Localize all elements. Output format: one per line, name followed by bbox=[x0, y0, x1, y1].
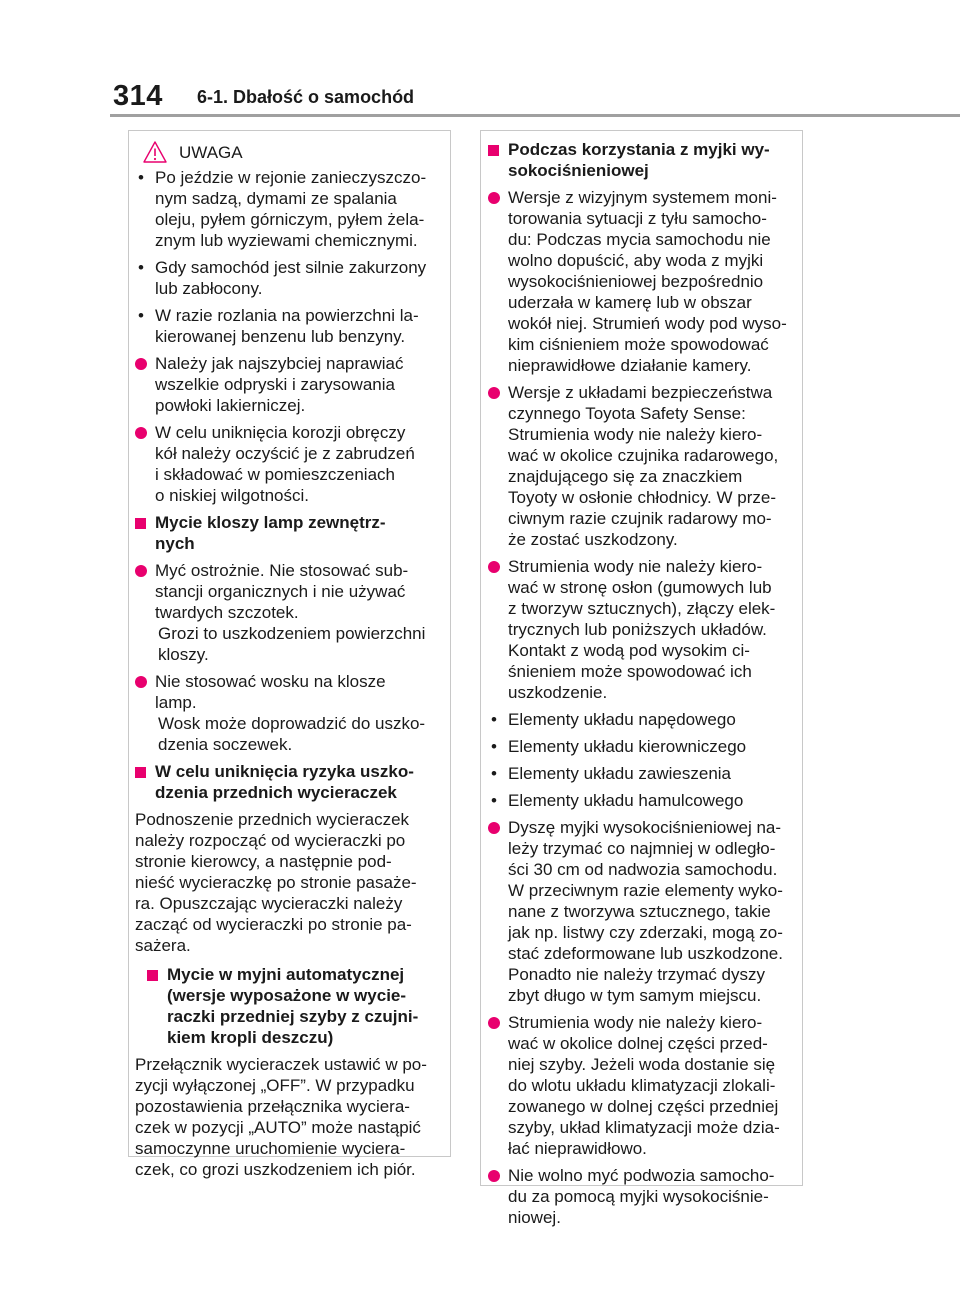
item-continuation: Grozi to uszkodzeniem powierzchni kloszy. bbox=[158, 624, 426, 664]
warning-header bbox=[143, 141, 243, 163]
circle-bullet-icon bbox=[488, 1017, 500, 1029]
item-text: Nie wolno myć podwozia samocho- du za pomocą myjki wysokociśnie- niowej. bbox=[508, 1166, 775, 1227]
bullet-marker: • bbox=[491, 764, 497, 783]
circle-bullet-icon bbox=[488, 822, 500, 834]
list-item bbox=[488, 736, 797, 757]
list-item bbox=[135, 422, 445, 506]
bullet-text: Po jeździe w rejonie zanieczyszczo- nym sadzą, dymami ze spalania oleju, pyłem górniczym, pyłem żela- znym lub wyziewami chemicznymi. bbox=[155, 168, 427, 250]
subsection-heading bbox=[135, 512, 445, 554]
list-item bbox=[135, 560, 445, 665]
bullet-marker: • bbox=[491, 737, 497, 756]
circle-bullet-icon bbox=[135, 358, 147, 370]
heading-text: W celu uniknięcia ryzyka uszko- dzenia przednich wycieraczek bbox=[155, 762, 414, 802]
list-item bbox=[488, 556, 797, 703]
heading-text: Mycie kloszy lamp zewnętrz- nych bbox=[155, 513, 386, 553]
bullet-marker: • bbox=[491, 710, 497, 729]
bullet-text: Elementy układu kierowniczego bbox=[508, 737, 747, 756]
list-item bbox=[135, 353, 445, 416]
item-text: Myć ostrożnie. Nie stosować sub- stancji organicznych i nie używać twardych szczotek. bbox=[155, 561, 409, 622]
section-title: 6-1. Dbałość o samochód bbox=[197, 87, 415, 107]
circle-bullet-icon bbox=[488, 561, 500, 573]
square-bullet-icon bbox=[488, 145, 499, 156]
circle-bullet-icon bbox=[135, 427, 147, 439]
item-text: Dyszę myjki wysokociśnieniowej na- leży trzymać co najmniej w odległo- ści 30 cm od nadwozia samochodu. W przeciwnym razie elementy wyko- nane z tworzywa sztucznego, takie jak np. listwy czy zderzaki, mogą zo- stać zdeformowane lub uszkodzone. Ponadto nie należy trzymać dyszy zbyt długo w tym samym miejscu. bbox=[508, 818, 783, 1005]
warning-triangle-icon bbox=[143, 141, 167, 163]
circle-bullet-icon bbox=[135, 565, 147, 577]
warning-label: UWAGA bbox=[179, 142, 243, 162]
list-item bbox=[488, 382, 797, 550]
notice-box bbox=[480, 130, 803, 1227]
header-rule bbox=[110, 114, 960, 117]
item-continuation: Wosk może doprowadzić do uszko- dzenia soczewek. bbox=[158, 714, 426, 754]
list-item bbox=[488, 790, 797, 811]
list-item bbox=[488, 187, 797, 376]
circle-bullet-icon bbox=[488, 192, 500, 204]
bullet-marker: • bbox=[491, 791, 497, 810]
list-item bbox=[488, 1165, 797, 1228]
square-bullet-icon bbox=[135, 767, 146, 778]
heading-text: Mycie w myjni automatycznej (wersje wyposażone w wycie- raczki przedniej szyby z czujni- kiem kropli deszczu) bbox=[167, 965, 419, 1047]
list-item bbox=[135, 305, 445, 347]
item-text: Należy jak najszybciej naprawiać wszelkie odpryski i zarysowania powłoki lakierniczej. bbox=[155, 354, 404, 415]
bullet-text: Elementy układu hamulcowego bbox=[508, 791, 744, 810]
item-text: Nie stosować wosku na klosze lamp. bbox=[155, 672, 386, 712]
bullet-marker: • bbox=[138, 168, 144, 187]
list-item bbox=[488, 709, 797, 730]
list-item bbox=[135, 257, 445, 299]
list-item bbox=[135, 671, 445, 755]
item-text: Strumienia wody nie należy kiero- wać w stronę osłon (gumowych lub z tworzyw sztucznych), złączy elek- trycznych lub poniższych układów. Kontakt z wodą pod wysokim ci- śnieniem może spowodować ich uszkodzenie. bbox=[508, 557, 776, 702]
bullet-text: W razie rozlania na powierzchni la- kierowanej benzenu lub benzyny. bbox=[155, 306, 419, 346]
subsection-heading bbox=[488, 139, 797, 181]
bullet-marker: • bbox=[138, 258, 144, 277]
list-item bbox=[488, 1012, 797, 1159]
item-text: Strumienia wody nie należy kiero- wać w okolice dolnej części przed- niej szyby. Jeżeli woda dostanie się do wlotu układu klimatyzacji zlokali- zowanego w dolnej części przedniej szyby, układ klimatyzacji może dzia- łać nieprawidłowo. bbox=[508, 1013, 780, 1158]
paragraph: Podnoszenie przednich wycieraczek należy rozpocząć od wycieraczki po stronie kierowcy, a następnie pod- nieść wycieraczkę po stronie pasaże- ra. Opuszczając wycieraczki należy zacząć od wycieraczki po stronie pa- sażera. bbox=[135, 810, 417, 955]
bullet-text: Gdy samochód jest silnie zakurzony lub zabłocony. bbox=[155, 258, 427, 298]
subsection-heading bbox=[135, 761, 445, 803]
warning-box bbox=[128, 130, 451, 1179]
item-text: Wersje z wizyjnym systemem moni- torowania sytuacji z tyłu samocho- du: Podczas mycia samochodu nie wolno dopuścić, aby woda z myjki wysokociśnieniowej bezpośrednio uderzała w kamerę lub w obszar wokół niej. Strumień wody pod wyso- kim ciśnieniem może spowodować nieprawidłowe działanie kamery. bbox=[508, 188, 787, 375]
list-item bbox=[488, 763, 797, 784]
heading-text: Podczas korzystania z myjki wy- sokociśnieniowej bbox=[508, 140, 770, 180]
list-item bbox=[488, 817, 797, 1006]
square-bullet-icon bbox=[147, 970, 158, 981]
item-text: W celu uniknięcia korozji obręczy kół należy oczyścić je z zabrudzeń i składować w pomieszczeniach o niskiej wilgotności. bbox=[155, 423, 415, 505]
paragraph: Przełącznik wycieraczek ustawić w po- zycji wyłączonej „OFF”. W przypadku pozostawienia przełącznika wyciera- czek w pozycji „AUTO” może nastąpić samoczynne uruchomienie wyciera- czek, co grozi uszkodzeniem ich piór. bbox=[135, 1055, 427, 1179]
page-number: 314 bbox=[113, 80, 163, 112]
circle-bullet-icon bbox=[135, 676, 147, 688]
circle-bullet-icon bbox=[488, 1170, 500, 1182]
bullet-text: Elementy układu napędowego bbox=[508, 710, 736, 729]
subsection-heading bbox=[147, 964, 445, 1048]
list-item bbox=[135, 167, 445, 251]
circle-bullet-icon bbox=[488, 387, 500, 399]
square-bullet-icon bbox=[135, 518, 146, 529]
bullet-marker: • bbox=[138, 306, 144, 325]
item-text: Wersje z układami bezpieczeństwa czynnego Toyota Safety Sense: Strumienia wody nie należy kiero- wać w okolice czujnika radarowego, znajdującego się za znaczkiem Toyoty w osłonie chłodnicy. W prze- ciwnym razie czujnik radarowy mo- że zostać uszkodzony. bbox=[508, 383, 779, 549]
bullet-text: Elementy układu zawieszenia bbox=[508, 764, 732, 783]
